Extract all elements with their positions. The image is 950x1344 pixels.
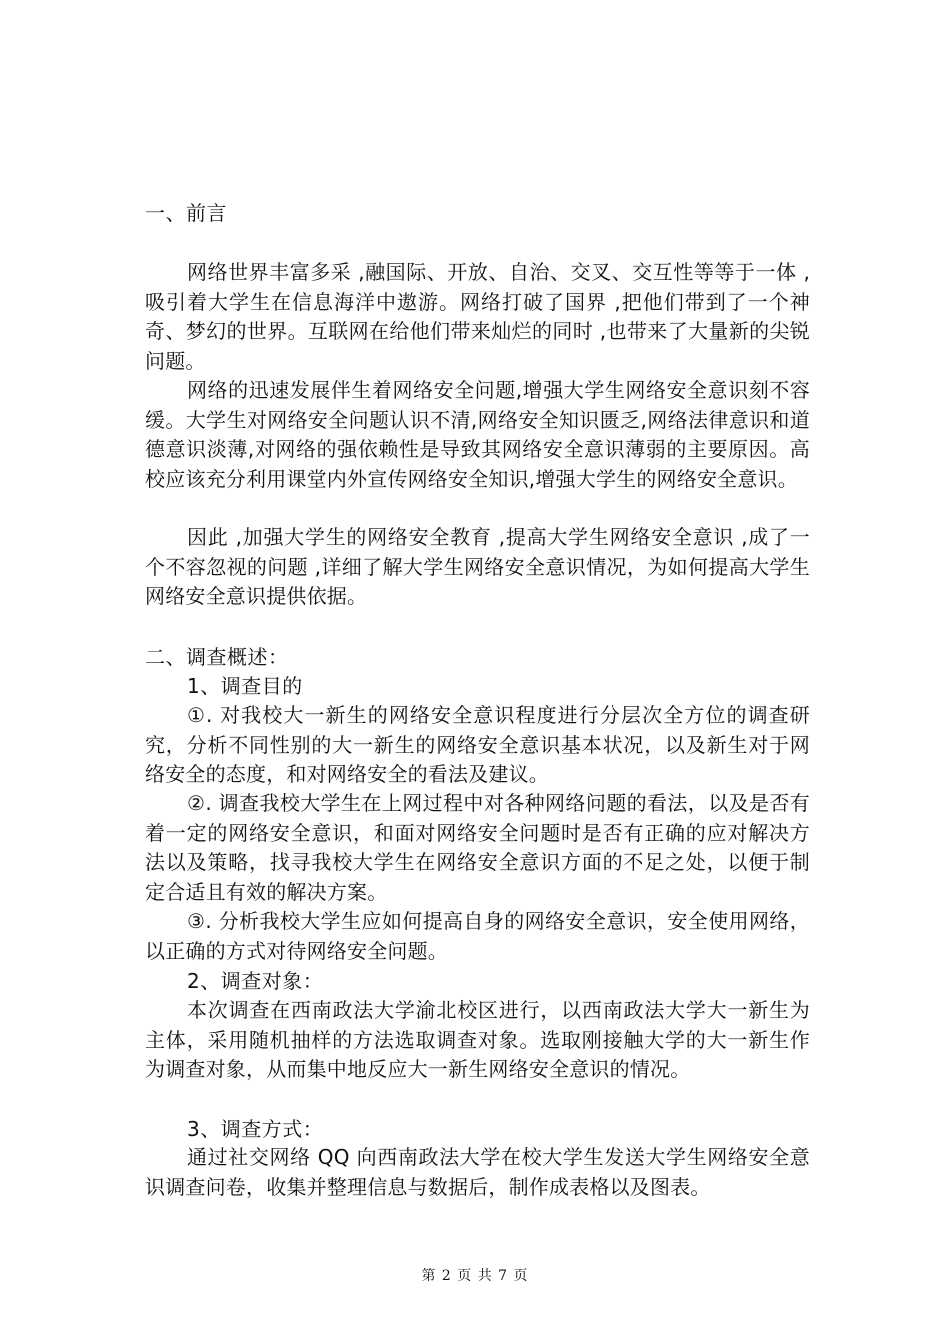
method-paragraph: 通过社交网络 QQ 向西南政法大学在校大学生发送大学生网络安全意识调查问卷，收集并整理信息与数据后，制作成表格以及图表。 [145, 1145, 810, 1199]
subsection-heading-purpose: 1、调查目的 [187, 674, 303, 698]
purpose-item: ③. 分析我校大学生应如何提高自身的网络安全意识，安全使用网络，以正确的方式对待网络安全问题。 [145, 909, 810, 963]
section-heading-intro: 一、前言 [145, 201, 227, 225]
purpose-item: ②. 调查我校大学生在上网过程中对各种网络问题的看法，以及是否有着一定的网络安全意识，和面对网络安全问题时是否有正确的应对解决方法以及策略，找寻我校大学生在网络安全意识方面的不足之处，以便于制定合适且有效的解决方案。 [145, 791, 810, 904]
subsection-heading-method: 3、调查方式： [187, 1117, 324, 1141]
target-paragraph: 本次调查在西南政法大学渝北校区进行，以西南政法大学大一新生为主体，采用随机抽样的方法选取调查对象。选取刚接触大学的大一新生作为调查对象，从而集中地反应大一新生网络安全意识的情况。 [145, 998, 810, 1082]
page-number-footer: 第 2 页 共 7 页 [421, 1268, 529, 1284]
purpose-item: ①. 对我校大一新生的网络安全意识程度进行分层次全方位的调查研究，分析不同性别的大一新生的网络安全意识基本状况，以及新生对于网络安全的态度，和对网络安全的看法及建议。 [145, 703, 810, 787]
section-heading-overview: 二、调查概述： [145, 645, 289, 669]
subsection-heading-target: 2、调查对象： [187, 969, 324, 993]
intro-paragraph: 网络的迅速发展伴生着网络安全问题,增强大学生网络安全意识刻不容缓。大学生对网络安全问题认识不清,网络安全知识匮乏,网络法律意识和道德意识淡薄,对网络的强依赖性是导致其网络安全意识薄弱的主要原因。高校应该充分利用课堂内外宣传网络安全知识,增强大学生的网络安全意识。 [145, 378, 810, 491]
intro-paragraph: 因此 ,加强大学生的网络安全教育 ,提高大学生网络安全意识 ,成了一个不容忽视的问题 ,详细了解大学生网络安全意识情况，为如何提高大学生网络安全意识提供依据。 [145, 525, 810, 609]
intro-paragraph: 网络世界丰富多采 ,融国际、开放、自治、交叉、交互性等等于一体 ,吸引着大学生在信息海洋中遨游。网络打破了国界 ,把他们带到了一个神奇、梦幻的世界。互联网在给他们带来灿烂的同时 ,也带来了大量新的尖锐问题。 [145, 260, 810, 373]
